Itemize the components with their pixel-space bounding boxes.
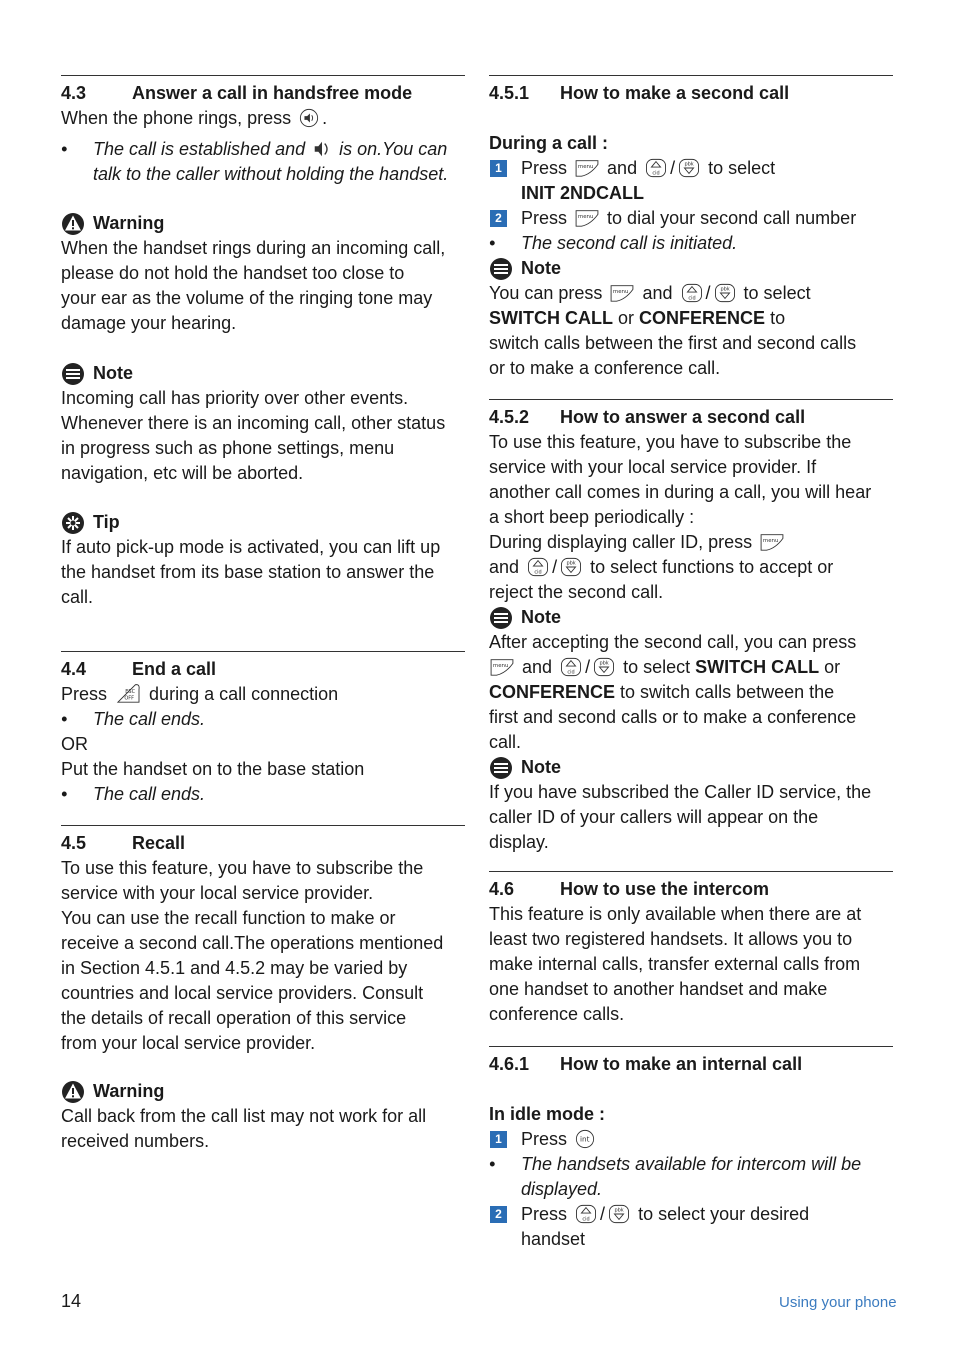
- step-2: [489, 1202, 893, 1252]
- warning-heading: Warning: [61, 1079, 466, 1104]
- step-text: Press and / to select INIT 2NDCALL: [521, 158, 776, 203]
- or-text: OR: [61, 734, 88, 754]
- section-title: Answer a call in handsfree mode: [132, 83, 413, 103]
- section-number: 4.3: [61, 83, 87, 103]
- section-title: Recall: [132, 833, 186, 853]
- section-divider: [489, 1046, 893, 1047]
- paragraph: This feature is only available when there are at least two registered handsets. It allows you to make internal calls, transfer external calls from one handset to another handset and make conference calls.: [489, 904, 862, 1024]
- warning-text: Call back from the call list may not work for all received numbers.: [61, 1106, 427, 1151]
- section-heading: [489, 877, 893, 902]
- section-heading: [61, 831, 466, 856]
- cid-up-key-icon: [574, 1204, 598, 1224]
- note-heading: Note: [61, 361, 466, 386]
- section-4-5-2: [489, 405, 893, 855]
- menu-key-icon: [489, 657, 515, 677]
- warning-heading: Warning: [61, 211, 466, 236]
- menu-key-icon: [759, 532, 785, 552]
- warning-callout: [61, 1079, 466, 1154]
- note-heading: Note: [489, 605, 893, 630]
- step-number: 2: [490, 210, 507, 227]
- section-4-5-1: [489, 81, 893, 381]
- tip-callout: [61, 510, 466, 610]
- section-heading: [489, 405, 893, 430]
- cid-up-key-icon: [526, 557, 550, 577]
- intercom-key-icon: [574, 1129, 596, 1149]
- paragraph: Press during a call connection: [61, 684, 339, 704]
- cid-up-key-icon: [680, 283, 704, 303]
- section-divider: [61, 825, 465, 826]
- step-number: 1: [490, 1131, 507, 1148]
- section-number: 4.5: [61, 833, 87, 853]
- subheading: In idle mode :: [489, 1104, 606, 1124]
- section-title: How to use the intercom: [560, 879, 770, 899]
- menu-key-icon: [609, 283, 635, 303]
- tip-icon: [61, 511, 85, 535]
- section-4-4: [61, 657, 466, 807]
- note-callout: [61, 361, 466, 486]
- page-number: 14: [61, 1291, 82, 1311]
- note-text: After accepting the second call, you can press and / to select SWITCH CALL or CONFERENCE to switch calls between the first and second calls or to make a conference call.: [489, 632, 857, 752]
- pbk-down-key-icon: [592, 657, 616, 677]
- step-number: 2: [490, 1206, 507, 1223]
- section-title: How to make an internal call: [560, 1054, 803, 1074]
- cid-up-key-icon: [644, 158, 668, 178]
- note-text: If you have subscribed the Caller ID service, the caller ID of your callers will appear on the display.: [489, 782, 872, 852]
- speaker-key-icon: [298, 108, 320, 128]
- section-number: 4.6.1: [489, 1054, 530, 1074]
- warning-text: When the handset rings during an incoming call, please do not hold the handset too close to your ear as the volume of the ringing tone may damage your hearing.: [61, 238, 446, 333]
- section-4-3: [61, 81, 466, 187]
- section-divider: [489, 399, 893, 400]
- warning-icon: [61, 1080, 85, 1104]
- pbk-down-key-icon: [713, 283, 737, 303]
- paragraph: To use this feature, you have to subscribe the service with your local service provider. You can use the recall function to make or receive a second call.The operations mentioned in Section 4.5.1 and 4.5.2 may be varied by countries and local service providers. Consult the details of recall operation of this service from your local service provider.: [61, 858, 444, 1053]
- section-title: End a call: [132, 659, 217, 679]
- menu-key-icon: [574, 158, 600, 178]
- step-text: Press to dial your second call number: [521, 208, 857, 228]
- section-divider: [489, 75, 893, 76]
- note-heading: Note: [489, 755, 893, 780]
- note-text: You can press and / to select SWITCH CALL or CONFERENCE to switch calls between the first and second calls or to make a conference call.: [489, 283, 857, 378]
- section-heading: [61, 81, 466, 106]
- step-2: [489, 206, 893, 231]
- warning-callout: [61, 211, 466, 336]
- footer-section-title: Using your phone: [779, 1294, 897, 1311]
- paragraph: [61, 106, 466, 131]
- note-heading: Note: [489, 256, 893, 281]
- note-icon: [489, 606, 513, 630]
- tip-heading: Tip: [61, 510, 466, 535]
- note-icon: [61, 362, 85, 386]
- section-title: How to answer a second call: [560, 407, 806, 427]
- paragraph: Put the handset on to the base station: [61, 759, 365, 779]
- bullet-item: • The call ends.: [61, 709, 206, 729]
- section-divider: [61, 75, 465, 76]
- section-divider: [61, 651, 465, 652]
- paragraph: To use this feature, you have to subscribe the service with your local service provider. If another call comes in during a call, you will hear a short beep periodically : During displaying caller ID, press and / to select functions to accept or reject the second call.: [489, 432, 872, 602]
- bullet-item: • The second call is initiated.: [489, 233, 738, 253]
- note-icon: [489, 257, 513, 281]
- section-4-6: [489, 877, 893, 1027]
- step-text: Press / to select your desired handset: [521, 1204, 810, 1249]
- section-heading: [489, 1052, 893, 1077]
- pbk-down-key-icon: [677, 158, 701, 178]
- section-number: 4.5.2: [489, 407, 530, 427]
- pbk-down-key-icon: [559, 557, 583, 577]
- bullet-text: The call is established and is on.You can talk to the caller without holding the handset.: [93, 139, 449, 184]
- warning-icon: [61, 212, 85, 236]
- menu-key-icon: [574, 208, 600, 228]
- section-4-6-1: [489, 1052, 893, 1252]
- step-number: 1: [490, 160, 507, 177]
- step-1: [489, 1127, 893, 1152]
- note-text: Incoming call has priority over other events. Whenever there is an incoming call, other status in progress such as phone settings, menu navigation, etc will be aborted.: [61, 388, 446, 483]
- subheading: During a call :: [489, 133, 609, 153]
- bullet-item: • The call ends.: [61, 784, 206, 804]
- section-number: 4.6: [489, 879, 515, 899]
- handsfree-icon: [312, 139, 332, 159]
- section-heading: [489, 81, 893, 106]
- tip-text: If auto pick-up mode is activated, you can lift up the handset from its base station to answer the call.: [61, 537, 441, 607]
- section-title: How to make a second call: [560, 83, 790, 103]
- step-text: Press: [521, 1127, 598, 1152]
- section-number: 4.4: [61, 659, 87, 679]
- bullet-item: • The call is established and is on.You can talk to the caller without holding the handset.: [61, 137, 466, 187]
- text: .: [322, 108, 328, 128]
- note-icon: [489, 756, 513, 780]
- bullet-item: • The handsets available for intercom will be displayed.: [489, 1154, 862, 1199]
- step-1: [489, 156, 893, 206]
- section-number: 4.5.1: [489, 83, 530, 103]
- section-4-5: [61, 831, 466, 1056]
- end-call-key-icon: [114, 682, 142, 704]
- text: When the phone rings, press: [61, 108, 292, 128]
- pbk-down-key-icon: [607, 1204, 631, 1224]
- section-heading: [61, 657, 466, 682]
- section-divider: [489, 871, 893, 872]
- cid-up-key-icon: [559, 657, 583, 677]
